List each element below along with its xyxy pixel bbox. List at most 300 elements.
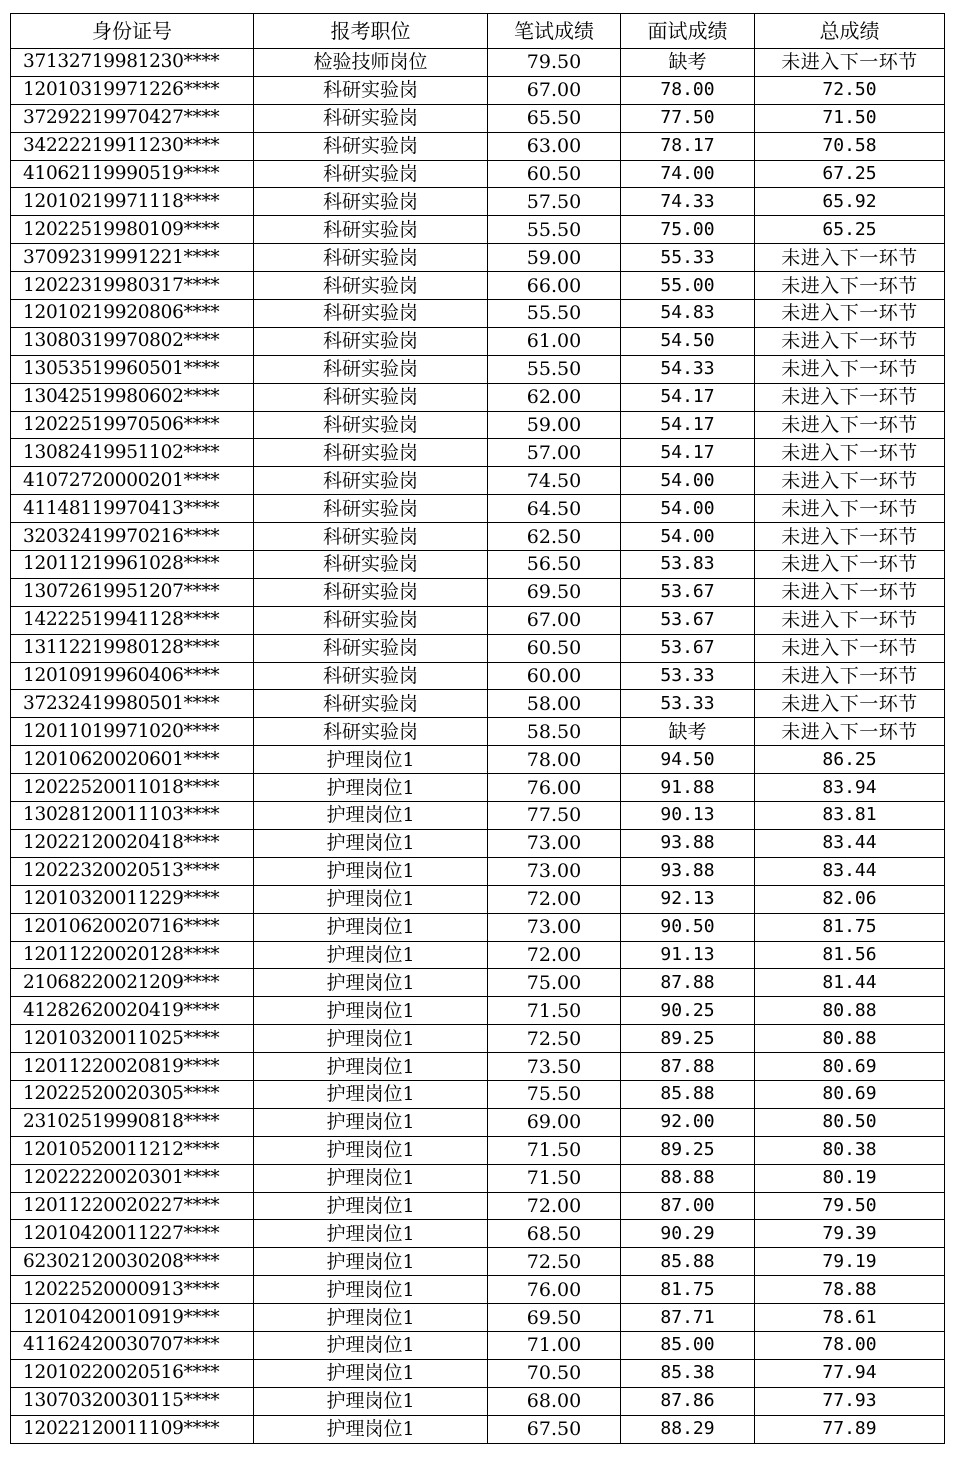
cell-written-score: 71.50 <box>488 1136 621 1164</box>
cell-id-number: 12022520000913**** <box>11 1276 254 1304</box>
cell-position: 护理岗位1 <box>254 746 488 774</box>
table-row <box>11 411 945 439</box>
table-row <box>11 1108 945 1136</box>
cell-written-score: 75.00 <box>488 969 621 997</box>
table-row <box>11 1136 945 1164</box>
table-row <box>11 300 945 328</box>
cell-written-score: 56.50 <box>488 551 621 579</box>
table-row <box>11 690 945 718</box>
cell-id-number: 12011219961028**** <box>11 551 254 579</box>
cell-id-number: 12010420011227**** <box>11 1220 254 1248</box>
cell-total-score: 78.00 <box>755 1331 945 1359</box>
cell-written-score: 61.00 <box>488 327 621 355</box>
table-row <box>11 272 945 300</box>
cell-interview-score: 93.88 <box>621 857 755 885</box>
cell-id-number: 12011220020819**** <box>11 1053 254 1081</box>
cell-id-number: 13112219980128**** <box>11 634 254 662</box>
cell-total-score: 65.25 <box>755 216 945 244</box>
table-row <box>11 49 945 77</box>
table-row <box>11 383 945 411</box>
table-row <box>11 746 945 774</box>
cell-written-score: 71.50 <box>488 1164 621 1192</box>
cell-id-number: 12010219971118**** <box>11 188 254 216</box>
header-row <box>11 14 945 49</box>
cell-interview-score: 74.33 <box>621 188 755 216</box>
cell-id-number: 12011019971020**** <box>11 718 254 746</box>
cell-id-number: 41148119970413**** <box>11 495 254 523</box>
cell-written-score: 72.00 <box>488 885 621 913</box>
cell-written-score: 74.50 <box>488 467 621 495</box>
cell-position: 科研实验岗 <box>254 160 488 188</box>
cell-interview-score: 92.13 <box>621 885 755 913</box>
cell-position: 护理岗位1 <box>254 1053 488 1081</box>
cell-written-score: 60.50 <box>488 634 621 662</box>
cell-total-score: 未进入下一环节 <box>755 272 945 300</box>
cell-written-score: 67.00 <box>488 606 621 634</box>
cell-id-number: 13072619951207**** <box>11 578 254 606</box>
cell-written-score: 73.00 <box>488 857 621 885</box>
cell-written-score: 71.00 <box>488 1331 621 1359</box>
cell-interview-score: 54.17 <box>621 411 755 439</box>
cell-total-score: 未进入下一环节 <box>755 244 945 272</box>
cell-position: 科研实验岗 <box>254 718 488 746</box>
cell-total-score: 81.56 <box>755 941 945 969</box>
cell-position: 科研实验岗 <box>254 690 488 718</box>
cell-interview-score: 87.00 <box>621 1192 755 1220</box>
cell-position: 科研实验岗 <box>254 216 488 244</box>
cell-interview-score: 89.25 <box>621 1136 755 1164</box>
table-row <box>11 104 945 132</box>
cell-interview-score: 90.25 <box>621 997 755 1025</box>
cell-written-score: 59.00 <box>488 411 621 439</box>
table-row <box>11 634 945 662</box>
cell-written-score: 76.00 <box>488 1276 621 1304</box>
cell-written-score: 68.00 <box>488 1387 621 1415</box>
table-row <box>11 969 945 997</box>
cell-written-score: 77.50 <box>488 802 621 830</box>
cell-written-score: 75.50 <box>488 1080 621 1108</box>
cell-total-score: 78.61 <box>755 1304 945 1332</box>
cell-id-number: 12010220020516**** <box>11 1359 254 1387</box>
cell-id-number: 12022320020513**** <box>11 857 254 885</box>
cell-id-number: 12022120020418**** <box>11 829 254 857</box>
cell-total-score: 77.94 <box>755 1359 945 1387</box>
table-row <box>11 802 945 830</box>
cell-written-score: 66.00 <box>488 272 621 300</box>
cell-interview-score: 90.13 <box>621 802 755 830</box>
table-row <box>11 1025 945 1053</box>
cell-total-score: 80.88 <box>755 997 945 1025</box>
cell-total-score: 77.89 <box>755 1415 945 1443</box>
cell-position: 科研实验岗 <box>254 662 488 690</box>
cell-written-score: 69.00 <box>488 1108 621 1136</box>
cell-interview-score: 54.00 <box>621 467 755 495</box>
table-row <box>11 718 945 746</box>
cell-position: 护理岗位1 <box>254 1248 488 1276</box>
cell-position: 护理岗位1 <box>254 1025 488 1053</box>
cell-interview-score: 85.00 <box>621 1331 755 1359</box>
cell-position: 科研实验岗 <box>254 578 488 606</box>
cell-position: 护理岗位1 <box>254 802 488 830</box>
cell-written-score: 67.50 <box>488 1415 621 1443</box>
cell-id-number: 23102519990818**** <box>11 1108 254 1136</box>
cell-written-score: 57.00 <box>488 439 621 467</box>
cell-id-number: 12010620020716**** <box>11 913 254 941</box>
cell-position: 护理岗位1 <box>254 885 488 913</box>
cell-interview-score: 55.00 <box>621 272 755 300</box>
cell-written-score: 78.00 <box>488 746 621 774</box>
cell-written-score: 63.00 <box>488 132 621 160</box>
cell-total-score: 82.06 <box>755 885 945 913</box>
cell-id-number: 34222219911230**** <box>11 132 254 160</box>
cell-interview-score: 81.75 <box>621 1276 755 1304</box>
cell-written-score: 72.00 <box>488 1192 621 1220</box>
table-row <box>11 857 945 885</box>
header-id-number: 身份证号 <box>11 14 254 49</box>
cell-total-score: 80.69 <box>755 1053 945 1081</box>
cell-id-number: 12010320011025**** <box>11 1025 254 1053</box>
table-row <box>11 1415 945 1443</box>
table-row <box>11 495 945 523</box>
cell-written-score: 55.50 <box>488 355 621 383</box>
cell-interview-score: 55.33 <box>621 244 755 272</box>
cell-interview-score: 缺考 <box>621 718 755 746</box>
table-row <box>11 216 945 244</box>
table-row <box>11 1304 945 1332</box>
cell-position: 护理岗位1 <box>254 1387 488 1415</box>
cell-position: 护理岗位1 <box>254 1080 488 1108</box>
cell-total-score: 未进入下一环节 <box>755 551 945 579</box>
table-row <box>11 1080 945 1108</box>
cell-written-score: 70.50 <box>488 1359 621 1387</box>
cell-total-score: 80.88 <box>755 1025 945 1053</box>
cell-id-number: 37232419980501**** <box>11 690 254 718</box>
cell-interview-score: 77.50 <box>621 104 755 132</box>
cell-total-score: 67.25 <box>755 160 945 188</box>
cell-interview-score: 54.00 <box>621 523 755 551</box>
table-row <box>11 355 945 383</box>
table-row <box>11 188 945 216</box>
cell-interview-score: 53.67 <box>621 634 755 662</box>
table-row <box>11 160 945 188</box>
cell-total-score: 未进入下一环节 <box>755 439 945 467</box>
cell-id-number: 37132719981230**** <box>11 49 254 77</box>
cell-position: 科研实验岗 <box>254 411 488 439</box>
cell-total-score: 86.25 <box>755 746 945 774</box>
cell-position: 护理岗位1 <box>254 1220 488 1248</box>
cell-id-number: 12010320011229**** <box>11 885 254 913</box>
cell-position: 科研实验岗 <box>254 272 488 300</box>
cell-interview-score: 78.17 <box>621 132 755 160</box>
cell-id-number: 13053519960501**** <box>11 355 254 383</box>
cell-total-score: 65.92 <box>755 188 945 216</box>
cell-position: 护理岗位1 <box>254 829 488 857</box>
table-row <box>11 578 945 606</box>
cell-written-score: 72.50 <box>488 1248 621 1276</box>
cell-position: 护理岗位1 <box>254 1136 488 1164</box>
cell-id-number: 12022519980109**** <box>11 216 254 244</box>
cell-total-score: 81.75 <box>755 913 945 941</box>
cell-position: 护理岗位1 <box>254 913 488 941</box>
cell-id-number: 13080319970802**** <box>11 327 254 355</box>
cell-id-number: 13082419951102**** <box>11 439 254 467</box>
cell-total-score: 79.39 <box>755 1220 945 1248</box>
cell-id-number: 12010319971226**** <box>11 76 254 104</box>
cell-position: 科研实验岗 <box>254 132 488 160</box>
table-row <box>11 1220 945 1248</box>
cell-written-score: 59.00 <box>488 244 621 272</box>
cell-interview-score: 93.88 <box>621 829 755 857</box>
table-row <box>11 941 945 969</box>
header-total-score: 总成绩 <box>755 14 945 49</box>
table-body <box>11 49 945 1444</box>
cell-id-number: 12010620020601**** <box>11 746 254 774</box>
cell-interview-score: 94.50 <box>621 746 755 774</box>
table-row <box>11 1276 945 1304</box>
cell-id-number: 13028120011103**** <box>11 802 254 830</box>
cell-written-score: 72.50 <box>488 1025 621 1053</box>
table-row <box>11 1387 945 1415</box>
cell-id-number: 21068220021209**** <box>11 969 254 997</box>
cell-interview-score: 75.00 <box>621 216 755 244</box>
cell-position: 科研实验岗 <box>254 104 488 132</box>
cell-id-number: 32032419970216**** <box>11 523 254 551</box>
table-row <box>11 606 945 634</box>
cell-position: 科研实验岗 <box>254 355 488 383</box>
cell-id-number: 12022120011109**** <box>11 1415 254 1443</box>
table-row <box>11 439 945 467</box>
cell-written-score: 57.50 <box>488 188 621 216</box>
cell-id-number: 12011220020128**** <box>11 941 254 969</box>
cell-interview-score: 92.00 <box>621 1108 755 1136</box>
cell-position: 科研实验岗 <box>254 606 488 634</box>
cell-total-score: 83.44 <box>755 857 945 885</box>
cell-position: 护理岗位1 <box>254 941 488 969</box>
cell-total-score: 80.69 <box>755 1080 945 1108</box>
cell-position: 护理岗位1 <box>254 1331 488 1359</box>
cell-position: 科研实验岗 <box>254 467 488 495</box>
cell-written-score: 67.00 <box>488 76 621 104</box>
cell-written-score: 73.00 <box>488 913 621 941</box>
cell-id-number: 41072720000201**** <box>11 467 254 495</box>
cell-total-score: 未进入下一环节 <box>755 355 945 383</box>
cell-interview-score: 90.29 <box>621 1220 755 1248</box>
cell-position: 科研实验岗 <box>254 551 488 579</box>
cell-total-score: 未进入下一环节 <box>755 690 945 718</box>
cell-written-score: 60.00 <box>488 662 621 690</box>
table-row <box>11 1164 945 1192</box>
cell-interview-score: 缺考 <box>621 49 755 77</box>
cell-position: 护理岗位1 <box>254 1359 488 1387</box>
table-row <box>11 829 945 857</box>
cell-interview-score: 53.33 <box>621 690 755 718</box>
cell-id-number: 62302120030208**** <box>11 1248 254 1276</box>
cell-id-number: 37292219970427**** <box>11 104 254 132</box>
cell-id-number: 12022519970506**** <box>11 411 254 439</box>
cell-total-score: 79.19 <box>755 1248 945 1276</box>
cell-total-score: 83.81 <box>755 802 945 830</box>
cell-position: 科研实验岗 <box>254 300 488 328</box>
score-document <box>10 13 945 1444</box>
cell-id-number: 37092319991221**** <box>11 244 254 272</box>
table-row <box>11 1359 945 1387</box>
cell-total-score: 未进入下一环节 <box>755 49 945 77</box>
cell-interview-score: 87.86 <box>621 1387 755 1415</box>
cell-interview-score: 53.33 <box>621 662 755 690</box>
cell-interview-score: 88.88 <box>621 1164 755 1192</box>
cell-id-number: 12022520020305**** <box>11 1080 254 1108</box>
cell-total-score: 未进入下一环节 <box>755 578 945 606</box>
cell-total-score: 72.50 <box>755 76 945 104</box>
cell-interview-score: 91.13 <box>621 941 755 969</box>
cell-total-score: 81.44 <box>755 969 945 997</box>
table-row <box>11 1192 945 1220</box>
cell-position: 检验技师岗位 <box>254 49 488 77</box>
cell-position: 护理岗位1 <box>254 857 488 885</box>
cell-interview-score: 53.67 <box>621 606 755 634</box>
cell-position: 护理岗位1 <box>254 1192 488 1220</box>
cell-position: 科研实验岗 <box>254 634 488 662</box>
cell-interview-score: 85.88 <box>621 1248 755 1276</box>
cell-interview-score: 90.50 <box>621 913 755 941</box>
cell-interview-score: 54.83 <box>621 300 755 328</box>
cell-position: 科研实验岗 <box>254 244 488 272</box>
cell-written-score: 71.50 <box>488 997 621 1025</box>
cell-written-score: 69.50 <box>488 578 621 606</box>
cell-interview-score: 78.00 <box>621 76 755 104</box>
table-row <box>11 76 945 104</box>
cell-interview-score: 87.88 <box>621 969 755 997</box>
cell-written-score: 76.00 <box>488 774 621 802</box>
cell-total-score: 83.44 <box>755 829 945 857</box>
cell-total-score: 未进入下一环节 <box>755 327 945 355</box>
cell-id-number: 12022220020301**** <box>11 1164 254 1192</box>
table-row <box>11 913 945 941</box>
cell-id-number: 12011220020227**** <box>11 1192 254 1220</box>
cell-written-score: 73.50 <box>488 1053 621 1081</box>
header-position: 报考职位 <box>254 14 488 49</box>
cell-interview-score: 87.71 <box>621 1304 755 1332</box>
header-written-score: 笔试成绩 <box>488 14 621 49</box>
cell-total-score: 未进入下一环节 <box>755 718 945 746</box>
cell-total-score: 未进入下一环节 <box>755 523 945 551</box>
header-interview-score: 面试成绩 <box>621 14 755 49</box>
cell-total-score: 未进入下一环节 <box>755 383 945 411</box>
table-row <box>11 662 945 690</box>
cell-position: 护理岗位1 <box>254 1276 488 1304</box>
cell-total-score: 78.88 <box>755 1276 945 1304</box>
cell-id-number: 12010219920806**** <box>11 300 254 328</box>
cell-interview-score: 88.29 <box>621 1415 755 1443</box>
cell-interview-score: 53.83 <box>621 551 755 579</box>
cell-position: 科研实验岗 <box>254 523 488 551</box>
cell-written-score: 62.00 <box>488 383 621 411</box>
cell-position: 护理岗位1 <box>254 1415 488 1443</box>
cell-interview-score: 89.25 <box>621 1025 755 1053</box>
cell-id-number: 41062119990519**** <box>11 160 254 188</box>
cell-id-number: 12010520011212**** <box>11 1136 254 1164</box>
cell-written-score: 58.00 <box>488 690 621 718</box>
table-row <box>11 1248 945 1276</box>
cell-total-score: 80.19 <box>755 1164 945 1192</box>
cell-total-score: 未进入下一环节 <box>755 467 945 495</box>
cell-interview-score: 85.88 <box>621 1080 755 1108</box>
cell-written-score: 72.00 <box>488 941 621 969</box>
cell-written-score: 73.00 <box>488 829 621 857</box>
cell-interview-score: 53.67 <box>621 578 755 606</box>
cell-position: 科研实验岗 <box>254 439 488 467</box>
cell-total-score: 83.94 <box>755 774 945 802</box>
table-row <box>11 244 945 272</box>
table-row <box>11 774 945 802</box>
cell-total-score: 77.93 <box>755 1387 945 1415</box>
cell-written-score: 64.50 <box>488 495 621 523</box>
cell-interview-score: 54.33 <box>621 355 755 383</box>
cell-position: 护理岗位1 <box>254 969 488 997</box>
cell-written-score: 60.50 <box>488 160 621 188</box>
cell-interview-score: 54.17 <box>621 439 755 467</box>
table-row <box>11 885 945 913</box>
cell-written-score: 55.50 <box>488 300 621 328</box>
cell-total-score: 未进入下一环节 <box>755 606 945 634</box>
cell-total-score: 未进入下一环节 <box>755 300 945 328</box>
cell-position: 科研实验岗 <box>254 383 488 411</box>
cell-interview-score: 54.50 <box>621 327 755 355</box>
cell-position: 科研实验岗 <box>254 76 488 104</box>
cell-interview-score: 87.88 <box>621 1053 755 1081</box>
cell-position: 科研实验岗 <box>254 327 488 355</box>
cell-position: 科研实验岗 <box>254 495 488 523</box>
table-row <box>11 551 945 579</box>
cell-id-number: 41282620020419**** <box>11 997 254 1025</box>
score-table <box>10 13 945 1444</box>
cell-position: 护理岗位1 <box>254 1108 488 1136</box>
cell-total-score: 79.50 <box>755 1192 945 1220</box>
cell-id-number: 12010420010919**** <box>11 1304 254 1332</box>
cell-total-score: 70.58 <box>755 132 945 160</box>
cell-written-score: 62.50 <box>488 523 621 551</box>
cell-written-score: 55.50 <box>488 216 621 244</box>
cell-total-score: 71.50 <box>755 104 945 132</box>
table-row <box>11 523 945 551</box>
table-row <box>11 467 945 495</box>
cell-total-score: 未进入下一环节 <box>755 411 945 439</box>
cell-interview-score: 91.88 <box>621 774 755 802</box>
cell-interview-score: 74.00 <box>621 160 755 188</box>
cell-interview-score: 85.38 <box>621 1359 755 1387</box>
cell-position: 护理岗位1 <box>254 997 488 1025</box>
cell-total-score: 未进入下一环节 <box>755 662 945 690</box>
cell-id-number: 13070320030115**** <box>11 1387 254 1415</box>
cell-written-score: 65.50 <box>488 104 621 132</box>
cell-total-score: 未进入下一环节 <box>755 495 945 523</box>
table-row <box>11 327 945 355</box>
cell-position: 科研实验岗 <box>254 188 488 216</box>
table-row <box>11 132 945 160</box>
cell-id-number: 14222519941128**** <box>11 606 254 634</box>
cell-position: 护理岗位1 <box>254 774 488 802</box>
cell-written-score: 79.50 <box>488 49 621 77</box>
cell-id-number: 12022520011018**** <box>11 774 254 802</box>
cell-id-number: 13042519980602**** <box>11 383 254 411</box>
cell-written-score: 69.50 <box>488 1304 621 1332</box>
cell-total-score: 80.50 <box>755 1108 945 1136</box>
cell-position: 护理岗位1 <box>254 1304 488 1332</box>
cell-interview-score: 54.17 <box>621 383 755 411</box>
cell-total-score: 未进入下一环节 <box>755 634 945 662</box>
cell-id-number: 12022319980317**** <box>11 272 254 300</box>
cell-written-score: 68.50 <box>488 1220 621 1248</box>
